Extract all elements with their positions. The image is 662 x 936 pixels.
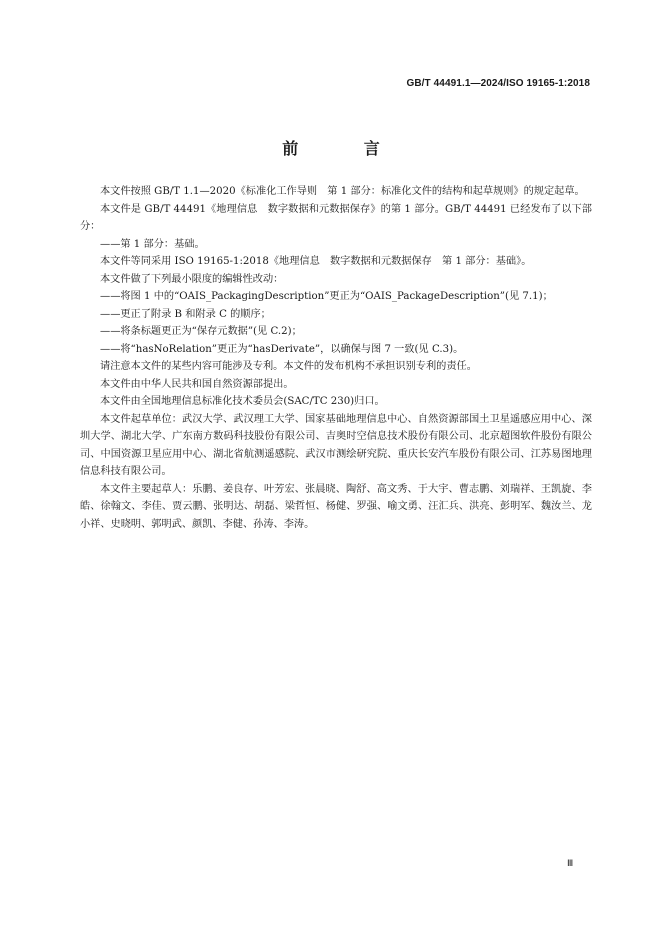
list-item-change-3: ——将条标题更正为“保存元数据”(见 C.2)； <box>100 326 302 337</box>
paragraph-drafters: 本文件主要起草人：乐鹏、姜良存、叶芳宏、张晨晓、陶舒、高文秀、于大宇、曹志鹏、刘瑞祥、王凯旋、李皓、徐翰文、李佳、贾云鹏、张明达、胡磊、梁哲恒、杨健、罗强、喻文勇、汪汇兵、洪亮、彭明军、魏汝兰、龙小祥、史晓明、郭明武、颜凯、李健、孙涛、李涛。 <box>80 483 592 530</box>
paragraph-patent-notice: 请注意本文件的某些内容可能涉及专利。本文件的发布机构不承担识别专利的责任。 <box>100 361 477 372</box>
list-item-change-2: ——更正了附录 B 和附录 C 的顺序； <box>100 308 271 320</box>
paragraph-drafting-rules: 本文件按照 GB/T 1.1—2020《标准化工作导则 第 1 部分：标准化文件的结构和起草规则》的规定起草。 <box>100 186 585 197</box>
standard-number-header: GB/T 44491.1—2024/ISO 19165-1:2018 <box>406 78 590 89</box>
list-item-change-1: ——将图 1 中的“OAIS_PackagingDescription”更正为“OAIS_PackageDescription”(见 7.1)； <box>100 291 553 302</box>
foreword-body <box>80 183 592 533</box>
paragraph-iso-adoption: 本文件等同采用 ISO 19165-1:2018《地理信息 数字数据和元数据保存 第 1 部分：基础》。 <box>100 256 532 267</box>
paragraph-committee: 本文件由全国地理信息标准化技术委员会(SAC/TC 230)归口。 <box>100 396 385 407</box>
paragraph-series-intro: 本文件是 GB/T 44491《地理信息 数字数据和元数据保存》的第 1 部分。GB/T 44491 已经发布了以下部分： <box>80 203 592 232</box>
paragraph-drafting-units: 本文件起草单位：武汉大学、武汉理工大学、国家基础地理信息中心、自然资源部国土卫星遥感应用中心、深圳大学、湖北大学、广东南方数码科技股份有限公司、吉奥时空信息技术股份有限公司、北京超图软件股份有限公司、中国资源卫星应用中心、湖北省航测遥感院、武汉市测绘研究院、重庆长安汽车股份有限公司、江苏易图地理信息科技有限公司。 <box>80 413 592 477</box>
page-title: 前 言 <box>282 139 410 158</box>
page-number: Ⅲ <box>567 858 574 868</box>
paragraph-proposer: 本文件由中华人民共和国自然资源部提出。 <box>100 378 294 390</box>
list-item-change-4: ——将“hasNoRelation”更正为“hasDerivate”，以确保与图 7 一致(见 C.3)。 <box>100 343 464 355</box>
paragraph-editorial-changes: 本文件做了下列最小限度的编辑性改动： <box>100 273 284 285</box>
list-item-part1: ——第 1 部分：基础。 <box>100 238 205 250</box>
